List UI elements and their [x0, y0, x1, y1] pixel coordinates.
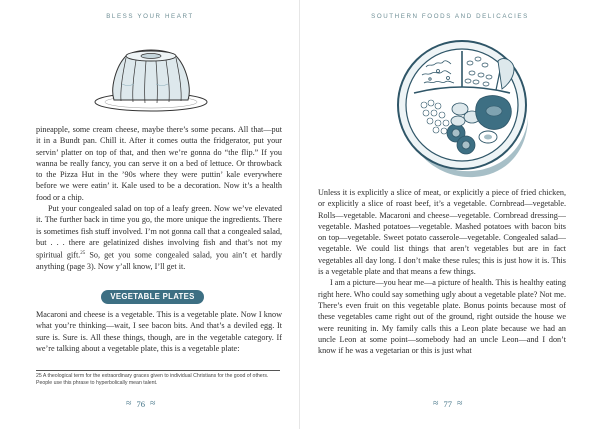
body-text-top — [36, 124, 282, 273]
page-number-right — [433, 399, 463, 409]
page-number: 76 — [136, 399, 145, 409]
ornament-icon: ≈ — [150, 398, 156, 409]
paragraph: Macaroni and cheese is a vegetable. This is a vegetable plate. Now I know what you’re thinking—wait, I see bacon bits. And that’s a deviled egg. It sure is. Sure is. All these things, though, are in the vegetable category. If we’re talking about a vegetable plate, this is a vegetable plate: — [36, 310, 282, 353]
ornament-icon: ≈ — [457, 398, 463, 409]
right-page — [300, 0, 600, 429]
footnote-divider — [36, 370, 280, 371]
vegetable-plate-illustration — [390, 33, 530, 181]
ornament-icon: ≈ — [126, 398, 132, 409]
paragraph: Unless it is explicitly a slice of meat, or explicitly a piece of fried chicken, or explicitly a slice of roast beef, it’s a vegetable. Cornbread—vegetable. Rolls—vegetable. Macaroni and cheese—vegetable. Cornbread dressing—vegetable. Mashed potatoes—vegetable. Mashed potatoes with bacon bits on top—vegetable. Sweet potato casserole—vegetable. Congealed salad—vegetable. We could list things that aren’t vegetables but are in fact vegetables all day long. I don’t make these rules; this is just how it is. This is a vegetable plate and that means a few things. — [318, 188, 566, 277]
running-head-right: SOUTHERN FOODS AND DELICACIES — [371, 13, 529, 20]
body-text-bottom — [36, 309, 282, 354]
body-text-right — [318, 187, 566, 356]
page-number-left — [126, 399, 156, 409]
page-number: 77 — [443, 399, 452, 409]
paragraph-text-continued: So, get you some congealed salad, you ain’t et hardly anything (page 3). Now y’all know, I’ll get it. — [36, 251, 283, 272]
footnote-ref[interactable]: 25 — [80, 251, 86, 257]
section-heading-vegetable-plates: VEGETABLE PLATES — [101, 290, 204, 304]
congealed-salad-mold-illustration — [92, 44, 210, 114]
footnote: 25 A theological term for the extraordinary graces given to individual Christians for the good of others. People use this phrase to hyperbolically mean talent. — [36, 373, 269, 386]
ornament-icon: ≈ — [433, 398, 439, 409]
paragraph-text: Put your congealed salad on top of a leafy green. Now we’ve elevated it. The further back in time you go, the more unique the ingredients. There is sometimes fish stuff involved. I’m not gonna call that a congealed salad, but . . . there are gelatinized dishes involving fish and that’s not my spiritual gift. — [36, 204, 282, 260]
running-head-left: BLESS YOUR HEART — [106, 13, 194, 20]
paragraph: I am a picture—you hear me—a picture of health. This is healthy eating right here. Who could say something ugly about a vegetable plate? Not me. There’s even fruit on this vegetable plate. Bonus points because most of these vegetables came right out of the ground, right outside the house we were reuniting in. My family calls this a Leon plate because we had an uncle Leon at some point—somebody had an uncle Leon—and I don’t know if he was a vegetarian or this is just what — [318, 278, 566, 356]
paragraph — [36, 203, 282, 273]
paragraph: pineapple, some cream cheese, maybe there’s some pecans. All that—put it in a Bundt pan. Chill it. After it comes outta the fridgerator, put your servin’ platter on top of that, and then we’re gonna do “the flip.” If you wanna be really fancy, you can serve it on a bed of lettuce. Or throwback to the Pizza Hut in the ’90s where they were puttin’ kale everywhere before we were eatin’ it. Kale used to be a decoration. Now it’s a health food or a chip. — [36, 125, 282, 202]
